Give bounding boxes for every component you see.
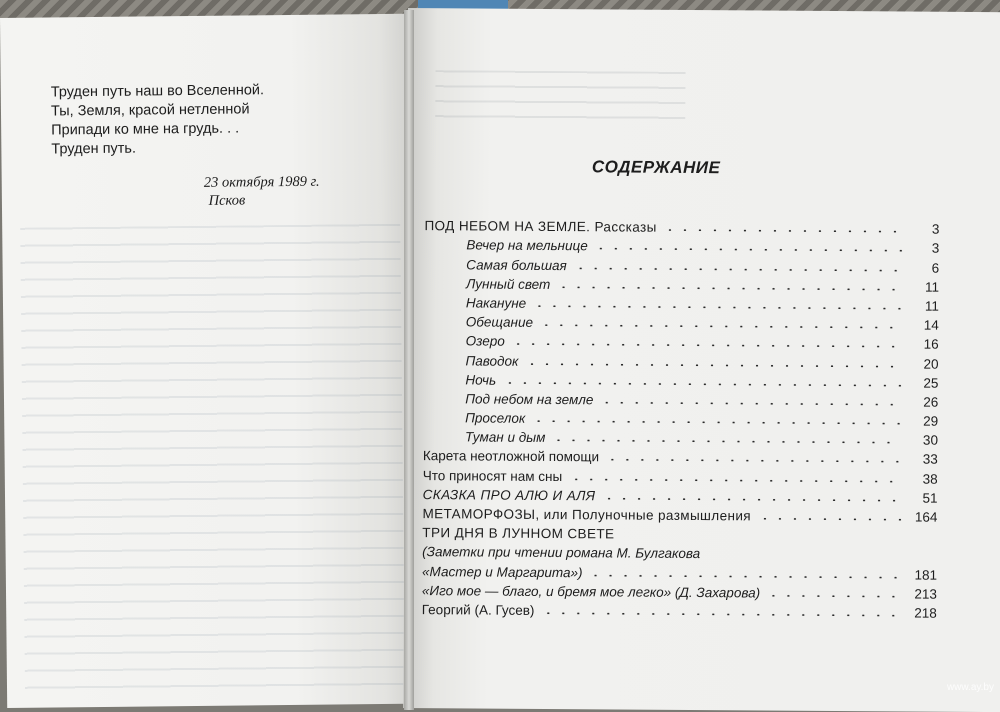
poem bbox=[51, 80, 372, 159]
toc-entry-title: Обещание bbox=[424, 314, 533, 330]
toc-entry bbox=[424, 310, 939, 333]
toc-entry-title: Карета неотложной помощи bbox=[423, 449, 599, 465]
toc-entry bbox=[422, 579, 937, 602]
book-spine-gutter bbox=[404, 10, 414, 710]
toc-entry bbox=[424, 329, 939, 352]
dot-leader bbox=[663, 229, 904, 233]
dot-leader bbox=[620, 536, 901, 540]
toc-entry-title: Озеро bbox=[424, 333, 505, 349]
toc-entry-page: 20 bbox=[908, 356, 938, 371]
dot-leader bbox=[599, 401, 902, 405]
dot-leader bbox=[601, 497, 901, 501]
dot-leader bbox=[511, 343, 903, 348]
poem-place: Псков bbox=[152, 190, 372, 210]
toc-entry-title: Проселок bbox=[423, 410, 525, 426]
poem-line: Труден путь. bbox=[51, 137, 371, 159]
dot-leader bbox=[556, 286, 903, 290]
toc-entry-page: 25 bbox=[908, 375, 938, 390]
toc-entry-page: 213 bbox=[907, 586, 937, 601]
toc-entry bbox=[424, 233, 939, 256]
toc-entry-title: Самая большая bbox=[424, 257, 567, 273]
dot-leader bbox=[766, 594, 901, 597]
toc-entry-page: 181 bbox=[907, 567, 937, 582]
toc-entry-page: 38 bbox=[908, 471, 938, 486]
show-through-text bbox=[20, 224, 405, 698]
dot-leader bbox=[524, 362, 902, 367]
toc-entry-title: ПОД НЕБОМ НА ЗЕМЛЕ. Рассказы bbox=[424, 218, 656, 235]
page-title: СОДЕРЖАНИЕ bbox=[592, 157, 912, 179]
toc-entry-page: 14 bbox=[909, 318, 939, 333]
toc-entry bbox=[424, 252, 939, 275]
toc-entry-title: Вечер на мельнице bbox=[424, 237, 587, 253]
poem-date: 23 октября 1989 г. bbox=[152, 172, 372, 192]
toc-entry bbox=[423, 348, 938, 371]
toc-entry bbox=[423, 464, 938, 487]
dot-leader bbox=[757, 517, 901, 520]
toc-entry-title: «Мастер и Маргарита») bbox=[422, 564, 583, 580]
toc-entry bbox=[422, 559, 937, 582]
dot-leader bbox=[540, 612, 900, 617]
dot-leader bbox=[706, 555, 901, 558]
toc-entry-title: ТРИ ДНЯ В ЛУННОМ СВЕТЕ bbox=[422, 525, 614, 541]
toc-entry-title: Что приносят нам сны bbox=[423, 468, 563, 484]
poem-line: Труден путь наш во Вселенной. bbox=[51, 80, 371, 102]
toc-entry-page: 3 bbox=[909, 241, 939, 256]
right-page bbox=[403, 8, 1000, 712]
toc-entry-page: 3 bbox=[909, 222, 939, 237]
table-of-contents bbox=[422, 214, 940, 621]
toc-entry bbox=[422, 598, 937, 621]
toc-entry-title: Под небом на земле bbox=[423, 391, 593, 407]
toc-entry bbox=[422, 521, 937, 544]
toc-entry-title: Георгий (А. Гусев) bbox=[422, 602, 535, 618]
toc-entry bbox=[423, 483, 938, 506]
poem-line: Припади ко мне на грудь. . . bbox=[51, 118, 371, 140]
dot-leader bbox=[502, 381, 902, 386]
poem-signature bbox=[152, 172, 372, 210]
dot-leader bbox=[589, 574, 902, 578]
toc-entry-page: 16 bbox=[909, 337, 939, 352]
toc-entry bbox=[422, 540, 937, 563]
toc-entry-title: Паводок bbox=[423, 353, 518, 369]
toc-entry-title: СКАЗКА ПРО АЛЮ И АЛЯ bbox=[423, 487, 596, 503]
toc-entry bbox=[423, 406, 938, 429]
toc-entry-page: 51 bbox=[908, 490, 938, 505]
dot-leader bbox=[532, 305, 903, 310]
toc-entry-page: 218 bbox=[907, 605, 937, 620]
toc-entry-page: 30 bbox=[908, 433, 938, 448]
dot-leader bbox=[568, 478, 901, 482]
toc-entry-page: 11 bbox=[909, 279, 939, 294]
toc-entry bbox=[424, 214, 939, 237]
dot-leader bbox=[605, 459, 902, 463]
toc-entry-title: Лунный свет bbox=[424, 276, 550, 292]
toc-entry-page: 11 bbox=[909, 298, 939, 313]
toc-entry-title: Ночь bbox=[423, 372, 496, 388]
toc-entry-title: МЕТАМОРФОЗЫ, или Полуночные размышления bbox=[422, 506, 751, 523]
toc-entry bbox=[422, 502, 937, 525]
toc-entry bbox=[424, 272, 939, 295]
toc-entry bbox=[423, 444, 938, 467]
left-page bbox=[0, 14, 419, 708]
toc-entry-title: Накануне bbox=[424, 295, 526, 311]
dot-leader bbox=[594, 248, 904, 252]
toc-entry-page: 33 bbox=[908, 452, 938, 467]
toc-entry bbox=[424, 291, 939, 314]
dot-leader bbox=[531, 420, 902, 425]
toc-entry-title: (Заметки при чтении романа М. Булгакова bbox=[422, 544, 700, 561]
toc-entry bbox=[423, 425, 938, 448]
toc-entry-page: 6 bbox=[909, 260, 939, 275]
toc-entry-title: Туман и дым bbox=[423, 429, 546, 445]
show-through-text bbox=[435, 70, 685, 122]
dot-leader bbox=[539, 324, 903, 329]
poem-line: Ты, Земля, красой нетленной bbox=[51, 99, 371, 121]
toc-entry-page: 29 bbox=[908, 414, 938, 429]
dot-leader bbox=[573, 267, 903, 271]
toc-entry-page: 26 bbox=[908, 394, 938, 409]
toc-entry-title: «Иго мое — благо, и бремя мое легко» (Д. Захарова) bbox=[422, 583, 760, 600]
toc-entry bbox=[423, 387, 938, 410]
dot-leader bbox=[551, 439, 902, 443]
watermark: www.ay.by bbox=[947, 682, 994, 693]
toc-entry-page: 164 bbox=[907, 509, 937, 524]
